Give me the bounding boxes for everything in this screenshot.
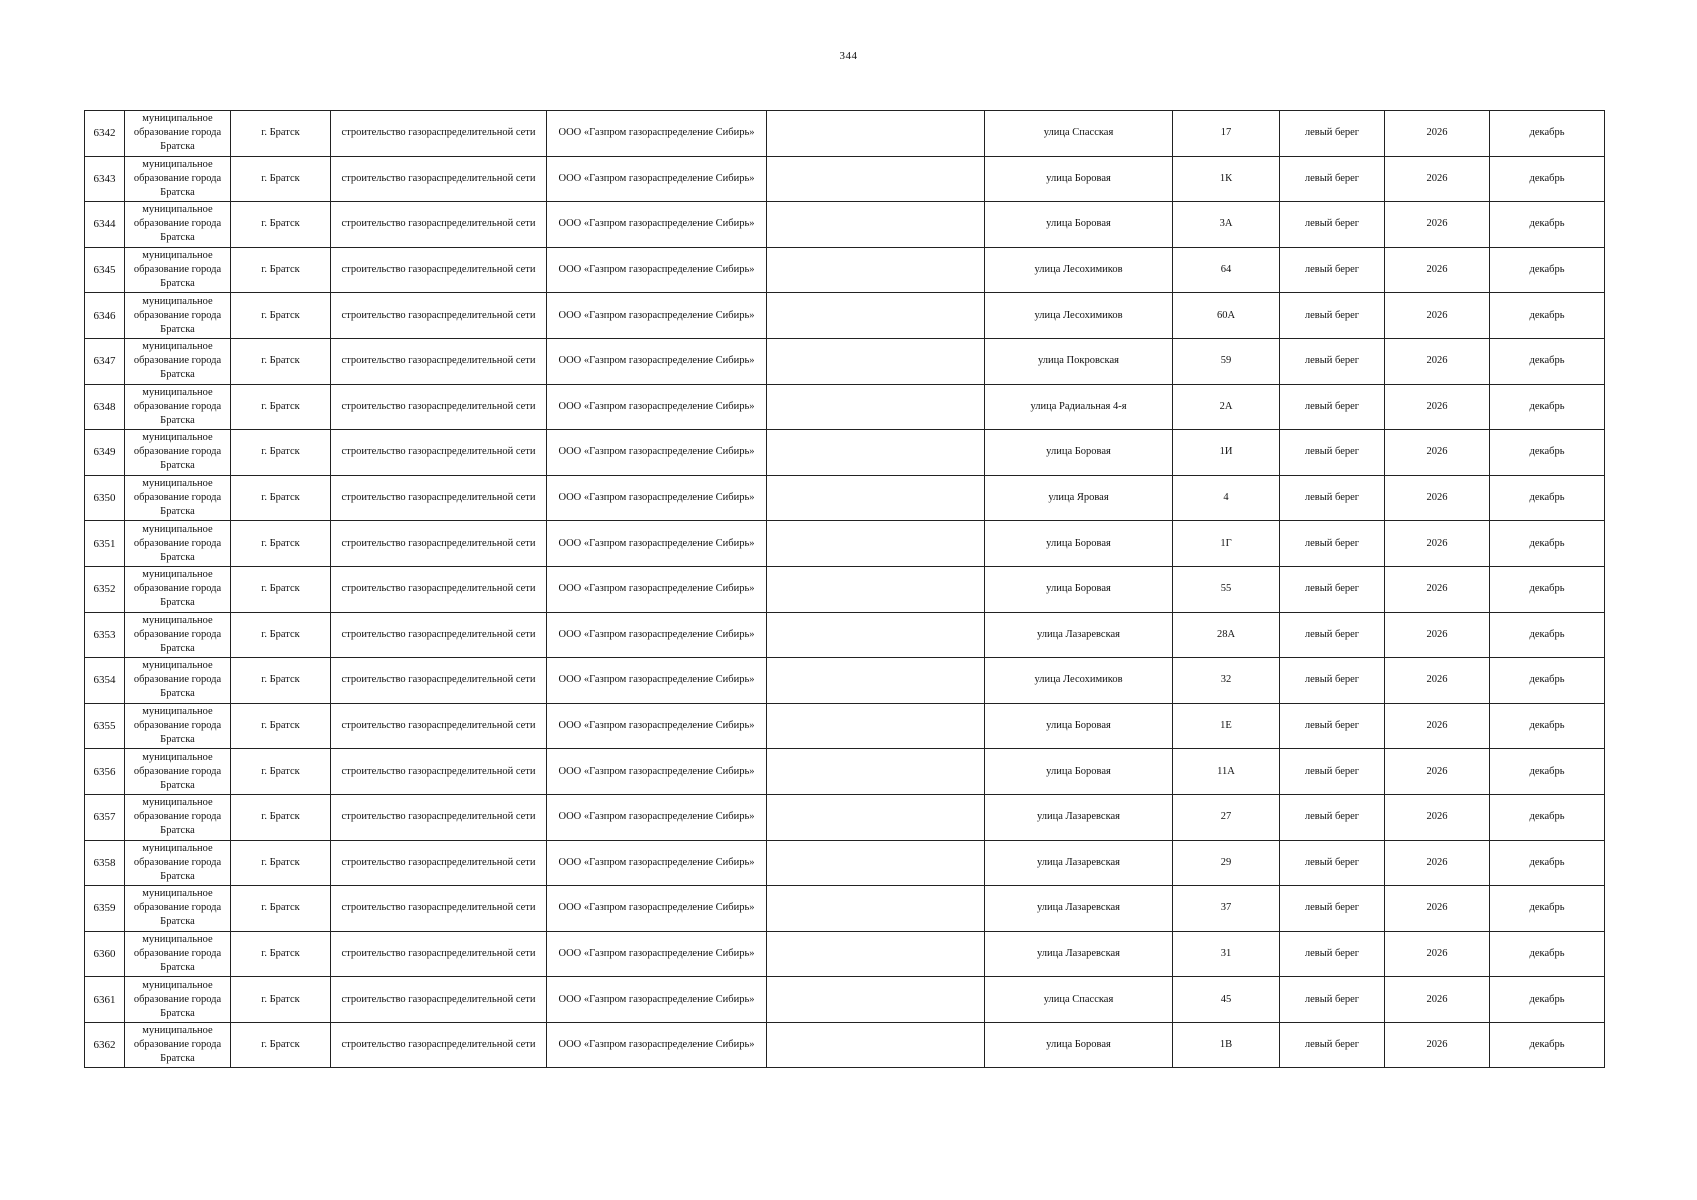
empty-cell — [767, 703, 985, 749]
house-number-cell: 55 — [1173, 566, 1280, 612]
street-cell: улица Боровая — [985, 1022, 1173, 1068]
empty-cell — [767, 111, 985, 157]
street-cell: улица Лазаревская — [985, 931, 1173, 977]
row-number: 6359 — [85, 886, 125, 932]
city-cell: г. Братск — [231, 384, 331, 430]
row-number: 6347 — [85, 338, 125, 384]
municipality-cell: муниципальное образование города Братска — [125, 749, 231, 795]
empty-cell — [767, 247, 985, 293]
street-cell: улица Спасская — [985, 977, 1173, 1023]
row-number: 6361 — [85, 977, 125, 1023]
row-number: 6357 — [85, 794, 125, 840]
river-bank-cell: левый берег — [1280, 612, 1385, 658]
city-cell: г. Братск — [231, 794, 331, 840]
work-type-cell: строительство газораспределительной сети — [331, 1022, 547, 1068]
month-cell: декабрь — [1490, 202, 1605, 248]
table-row — [85, 931, 1605, 977]
empty-cell — [767, 658, 985, 704]
month-cell: декабрь — [1490, 794, 1605, 840]
company-cell: ООО «Газпром газораспределение Сибирь» — [547, 612, 767, 658]
house-number-cell: 32 — [1173, 658, 1280, 704]
work-type-cell: строительство газораспределительной сети — [331, 247, 547, 293]
river-bank-cell: левый берег — [1280, 384, 1385, 430]
table-row — [85, 658, 1605, 704]
house-number-cell: 31 — [1173, 931, 1280, 977]
month-cell: декабрь — [1490, 338, 1605, 384]
work-type-cell: строительство газораспределительной сети — [331, 703, 547, 749]
river-bank-cell: левый берег — [1280, 1022, 1385, 1068]
house-number-cell: 59 — [1173, 338, 1280, 384]
company-cell: ООО «Газпром газораспределение Сибирь» — [547, 156, 767, 202]
work-type-cell: строительство газораспределительной сети — [331, 931, 547, 977]
municipality-cell: муниципальное образование города Братска — [125, 794, 231, 840]
registry-table — [84, 110, 1605, 1068]
river-bank-cell: левый берег — [1280, 156, 1385, 202]
month-cell: декабрь — [1490, 293, 1605, 339]
month-cell: декабрь — [1490, 749, 1605, 795]
house-number-cell: 1Е — [1173, 703, 1280, 749]
city-cell: г. Братск — [231, 156, 331, 202]
table-row — [85, 111, 1605, 157]
city-cell: г. Братск — [231, 749, 331, 795]
row-number: 6342 — [85, 111, 125, 157]
empty-cell — [767, 202, 985, 248]
street-cell: улица Покровская — [985, 338, 1173, 384]
company-cell: ООО «Газпром газораспределение Сибирь» — [547, 111, 767, 157]
company-cell: ООО «Газпром газораспределение Сибирь» — [547, 566, 767, 612]
page-number: 344 — [839, 50, 858, 62]
empty-cell — [767, 794, 985, 840]
company-cell: ООО «Газпром газораспределение Сибирь» — [547, 658, 767, 704]
city-cell: г. Братск — [231, 703, 331, 749]
year-cell: 2026 — [1385, 430, 1490, 476]
year-cell: 2026 — [1385, 977, 1490, 1023]
company-cell: ООО «Газпром газораспределение Сибирь» — [547, 338, 767, 384]
city-cell: г. Братск — [231, 931, 331, 977]
table-row — [85, 338, 1605, 384]
work-type-cell: строительство газораспределительной сети — [331, 430, 547, 476]
river-bank-cell: левый берег — [1280, 840, 1385, 886]
table-row — [85, 566, 1605, 612]
house-number-cell: 27 — [1173, 794, 1280, 840]
city-cell: г. Братск — [231, 977, 331, 1023]
empty-cell — [767, 156, 985, 202]
work-type-cell: строительство газораспределительной сети — [331, 156, 547, 202]
city-cell: г. Братск — [231, 658, 331, 704]
month-cell: декабрь — [1490, 977, 1605, 1023]
street-cell: улица Спасская — [985, 111, 1173, 157]
river-bank-cell: левый берег — [1280, 475, 1385, 521]
row-number: 6360 — [85, 931, 125, 977]
municipality-cell: муниципальное образование города Братска — [125, 977, 231, 1023]
municipality-cell: муниципальное образование города Братска — [125, 612, 231, 658]
house-number-cell: 3А — [1173, 202, 1280, 248]
city-cell: г. Братск — [231, 840, 331, 886]
river-bank-cell: левый берег — [1280, 111, 1385, 157]
row-number: 6346 — [85, 293, 125, 339]
city-cell: г. Братск — [231, 430, 331, 476]
empty-cell — [767, 293, 985, 339]
municipality-cell: муниципальное образование города Братска — [125, 384, 231, 430]
municipality-cell: муниципальное образование города Братска — [125, 293, 231, 339]
table-row — [85, 612, 1605, 658]
table-row — [85, 703, 1605, 749]
company-cell: ООО «Газпром газораспределение Сибирь» — [547, 794, 767, 840]
table-row — [85, 293, 1605, 339]
street-cell: улица Боровая — [985, 749, 1173, 795]
company-cell: ООО «Газпром газораспределение Сибирь» — [547, 977, 767, 1023]
work-type-cell: строительство газораспределительной сети — [331, 794, 547, 840]
year-cell: 2026 — [1385, 612, 1490, 658]
municipality-cell: муниципальное образование города Братска — [125, 430, 231, 476]
year-cell: 2026 — [1385, 475, 1490, 521]
work-type-cell: строительство газораспределительной сети — [331, 658, 547, 704]
year-cell: 2026 — [1385, 794, 1490, 840]
municipality-cell: муниципальное образование города Братска — [125, 886, 231, 932]
year-cell: 2026 — [1385, 1022, 1490, 1068]
month-cell: декабрь — [1490, 840, 1605, 886]
river-bank-cell: левый берег — [1280, 794, 1385, 840]
street-cell: улица Лазаревская — [985, 886, 1173, 932]
year-cell: 2026 — [1385, 886, 1490, 932]
house-number-cell: 17 — [1173, 111, 1280, 157]
month-cell: декабрь — [1490, 612, 1605, 658]
month-cell: декабрь — [1490, 430, 1605, 476]
company-cell: ООО «Газпром газораспределение Сибирь» — [547, 430, 767, 476]
year-cell: 2026 — [1385, 156, 1490, 202]
city-cell: г. Братск — [231, 612, 331, 658]
city-cell: г. Братск — [231, 202, 331, 248]
street-cell: улица Боровая — [985, 703, 1173, 749]
row-number: 6344 — [85, 202, 125, 248]
city-cell: г. Братск — [231, 111, 331, 157]
house-number-cell: 64 — [1173, 247, 1280, 293]
house-number-cell: 1В — [1173, 1022, 1280, 1068]
table-row — [85, 247, 1605, 293]
river-bank-cell: левый берег — [1280, 566, 1385, 612]
empty-cell — [767, 566, 985, 612]
municipality-cell: муниципальное образование города Братска — [125, 111, 231, 157]
company-cell: ООО «Газпром газораспределение Сибирь» — [547, 1022, 767, 1068]
empty-cell — [767, 886, 985, 932]
year-cell: 2026 — [1385, 338, 1490, 384]
street-cell: улица Лесохимиков — [985, 247, 1173, 293]
month-cell: декабрь — [1490, 156, 1605, 202]
work-type-cell: строительство газораспределительной сети — [331, 977, 547, 1023]
company-cell: ООО «Газпром газораспределение Сибирь» — [547, 931, 767, 977]
city-cell: г. Братск — [231, 521, 331, 567]
row-number: 6349 — [85, 430, 125, 476]
row-number: 6345 — [85, 247, 125, 293]
river-bank-cell: левый берег — [1280, 430, 1385, 476]
month-cell: декабрь — [1490, 658, 1605, 704]
street-cell: улица Лесохимиков — [985, 293, 1173, 339]
month-cell: декабрь — [1490, 566, 1605, 612]
row-number: 6355 — [85, 703, 125, 749]
house-number-cell: 28А — [1173, 612, 1280, 658]
year-cell: 2026 — [1385, 202, 1490, 248]
river-bank-cell: левый берег — [1280, 886, 1385, 932]
street-cell: улица Лесохимиков — [985, 658, 1173, 704]
city-cell: г. Братск — [231, 566, 331, 612]
house-number-cell: 2А — [1173, 384, 1280, 430]
street-cell: улица Боровая — [985, 566, 1173, 612]
month-cell: декабрь — [1490, 384, 1605, 430]
company-cell: ООО «Газпром газораспределение Сибирь» — [547, 475, 767, 521]
row-number: 6348 — [85, 384, 125, 430]
table-row — [85, 202, 1605, 248]
month-cell: декабрь — [1490, 521, 1605, 567]
empty-cell — [767, 612, 985, 658]
municipality-cell: муниципальное образование города Братска — [125, 338, 231, 384]
table-row — [85, 430, 1605, 476]
street-cell: улица Яровая — [985, 475, 1173, 521]
municipality-cell: муниципальное образование города Братска — [125, 703, 231, 749]
month-cell: декабрь — [1490, 703, 1605, 749]
row-number: 6350 — [85, 475, 125, 521]
row-number: 6353 — [85, 612, 125, 658]
row-number: 6356 — [85, 749, 125, 795]
table-body — [85, 111, 1605, 1068]
table-row — [85, 749, 1605, 795]
city-cell: г. Братск — [231, 247, 331, 293]
street-cell: улица Боровая — [985, 521, 1173, 567]
river-bank-cell: левый берег — [1280, 749, 1385, 795]
house-number-cell: 1Г — [1173, 521, 1280, 567]
month-cell: декабрь — [1490, 111, 1605, 157]
municipality-cell: муниципальное образование города Братска — [125, 840, 231, 886]
row-number: 6351 — [85, 521, 125, 567]
work-type-cell: строительство газораспределительной сети — [331, 293, 547, 339]
house-number-cell: 45 — [1173, 977, 1280, 1023]
table-row — [85, 475, 1605, 521]
row-number: 6343 — [85, 156, 125, 202]
municipality-cell: муниципальное образование города Братска — [125, 156, 231, 202]
work-type-cell: строительство газораспределительной сети — [331, 749, 547, 795]
month-cell: декабрь — [1490, 475, 1605, 521]
table-row — [85, 840, 1605, 886]
house-number-cell: 29 — [1173, 840, 1280, 886]
street-cell: улица Лазаревская — [985, 794, 1173, 840]
year-cell: 2026 — [1385, 703, 1490, 749]
row-number: 6362 — [85, 1022, 125, 1068]
work-type-cell: строительство газораспределительной сети — [331, 338, 547, 384]
city-cell: г. Братск — [231, 475, 331, 521]
empty-cell — [767, 430, 985, 476]
river-bank-cell: левый берег — [1280, 293, 1385, 339]
house-number-cell: 4 — [1173, 475, 1280, 521]
table-row — [85, 977, 1605, 1023]
empty-cell — [767, 475, 985, 521]
row-number: 6358 — [85, 840, 125, 886]
street-cell: улица Боровая — [985, 430, 1173, 476]
year-cell: 2026 — [1385, 566, 1490, 612]
street-cell: улица Боровая — [985, 156, 1173, 202]
row-number: 6354 — [85, 658, 125, 704]
company-cell: ООО «Газпром газораспределение Сибирь» — [547, 521, 767, 567]
company-cell: ООО «Газпром газораспределение Сибирь» — [547, 247, 767, 293]
work-type-cell: строительство газораспределительной сети — [331, 521, 547, 567]
city-cell: г. Братск — [231, 886, 331, 932]
municipality-cell: муниципальное образование города Братска — [125, 658, 231, 704]
table-row — [85, 794, 1605, 840]
company-cell: ООО «Газпром газораспределение Сибирь» — [547, 384, 767, 430]
street-cell: улица Лазаревская — [985, 840, 1173, 886]
municipality-cell: муниципальное образование города Братска — [125, 931, 231, 977]
work-type-cell: строительство газораспределительной сети — [331, 612, 547, 658]
year-cell: 2026 — [1385, 931, 1490, 977]
table-row — [85, 156, 1605, 202]
year-cell: 2026 — [1385, 658, 1490, 704]
empty-cell — [767, 1022, 985, 1068]
river-bank-cell: левый берег — [1280, 703, 1385, 749]
year-cell: 2026 — [1385, 384, 1490, 430]
municipality-cell: муниципальное образование города Братска — [125, 202, 231, 248]
work-type-cell: строительство газораспределительной сети — [331, 202, 547, 248]
house-number-cell: 37 — [1173, 886, 1280, 932]
municipality-cell: муниципальное образование города Братска — [125, 247, 231, 293]
city-cell: г. Братск — [231, 338, 331, 384]
river-bank-cell: левый берег — [1280, 247, 1385, 293]
year-cell: 2026 — [1385, 521, 1490, 567]
river-bank-cell: левый берег — [1280, 521, 1385, 567]
city-cell: г. Братск — [231, 1022, 331, 1068]
year-cell: 2026 — [1385, 749, 1490, 795]
month-cell: декабрь — [1490, 931, 1605, 977]
house-number-cell: 1К — [1173, 156, 1280, 202]
month-cell: декабрь — [1490, 1022, 1605, 1068]
empty-cell — [767, 977, 985, 1023]
month-cell: декабрь — [1490, 247, 1605, 293]
work-type-cell: строительство газораспределительной сети — [331, 475, 547, 521]
table-row — [85, 1022, 1605, 1068]
table-row — [85, 384, 1605, 430]
year-cell: 2026 — [1385, 293, 1490, 339]
river-bank-cell: левый берег — [1280, 977, 1385, 1023]
river-bank-cell: левый берег — [1280, 338, 1385, 384]
municipality-cell: муниципальное образование города Братска — [125, 475, 231, 521]
house-number-cell: 60А — [1173, 293, 1280, 339]
work-type-cell: строительство газораспределительной сети — [331, 840, 547, 886]
empty-cell — [767, 840, 985, 886]
company-cell: ООО «Газпром газораспределение Сибирь» — [547, 749, 767, 795]
work-type-cell: строительство газораспределительной сети — [331, 111, 547, 157]
row-number: 6352 — [85, 566, 125, 612]
empty-cell — [767, 521, 985, 567]
house-number-cell: 11А — [1173, 749, 1280, 795]
city-cell: г. Братск — [231, 293, 331, 339]
work-type-cell: строительство газораспределительной сети — [331, 886, 547, 932]
river-bank-cell: левый берег — [1280, 931, 1385, 977]
company-cell: ООО «Газпром газораспределение Сибирь» — [547, 840, 767, 886]
company-cell: ООО «Газпром газораспределение Сибирь» — [547, 886, 767, 932]
empty-cell — [767, 931, 985, 977]
table-row — [85, 521, 1605, 567]
year-cell: 2026 — [1385, 840, 1490, 886]
company-cell: ООО «Газпром газораспределение Сибирь» — [547, 703, 767, 749]
work-type-cell: строительство газораспределительной сети — [331, 566, 547, 612]
table-row — [85, 886, 1605, 932]
company-cell: ООО «Газпром газораспределение Сибирь» — [547, 293, 767, 339]
street-cell: улица Лазаревская — [985, 612, 1173, 658]
work-type-cell: строительство газораспределительной сети — [331, 384, 547, 430]
municipality-cell: муниципальное образование города Братска — [125, 566, 231, 612]
empty-cell — [767, 749, 985, 795]
municipality-cell: муниципальное образование города Братска — [125, 1022, 231, 1068]
year-cell: 2026 — [1385, 111, 1490, 157]
river-bank-cell: левый берег — [1280, 202, 1385, 248]
street-cell: улица Радиальная 4-я — [985, 384, 1173, 430]
house-number-cell: 1И — [1173, 430, 1280, 476]
municipality-cell: муниципальное образование города Братска — [125, 521, 231, 567]
company-cell: ООО «Газпром газораспределение Сибирь» — [547, 202, 767, 248]
month-cell: декабрь — [1490, 886, 1605, 932]
year-cell: 2026 — [1385, 247, 1490, 293]
river-bank-cell: левый берег — [1280, 658, 1385, 704]
empty-cell — [767, 384, 985, 430]
empty-cell — [767, 338, 985, 384]
street-cell: улица Боровая — [985, 202, 1173, 248]
